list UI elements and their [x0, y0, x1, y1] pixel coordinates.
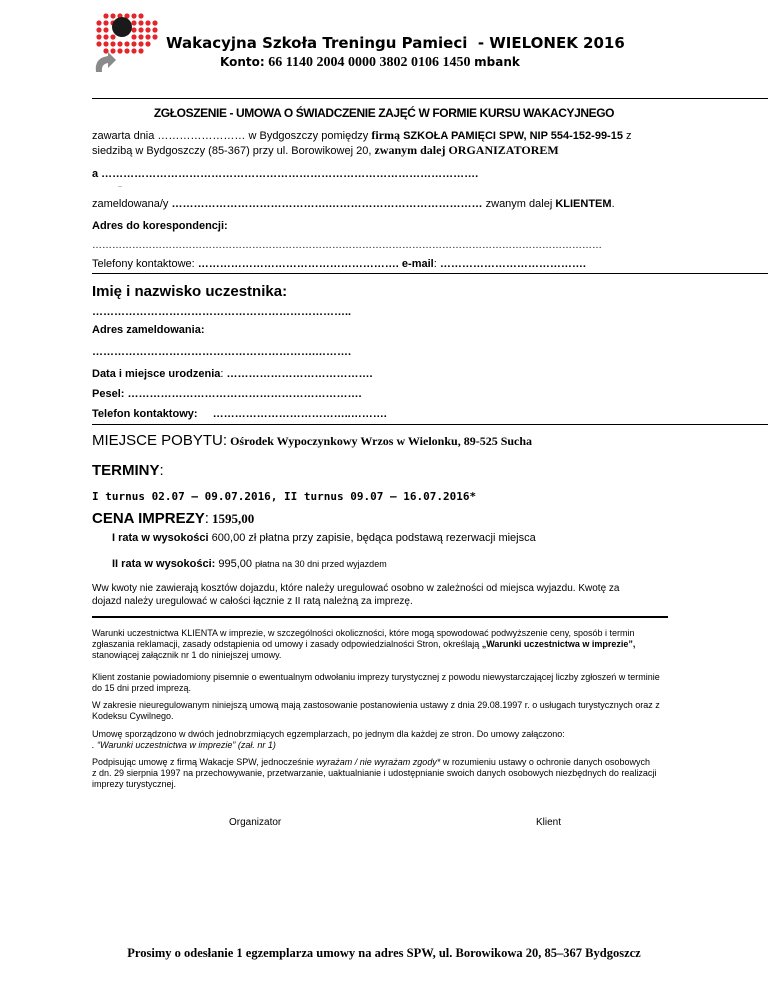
bank-account — [220, 54, 520, 71]
rate-1: I rata w wysokości 600,00 zł płatna przy zapisie, będąca podstawą rezerwacji miejsca — [112, 532, 536, 544]
phone-line: Telefon kontaktowy: ………………………………..………. — [92, 408, 387, 420]
intro-line-2: siedzibą w Bydgoszczy (85-367) przy ul. Borowikowej 20, zwanym dalej ORGANIZATOREM — [92, 143, 559, 157]
terms-p1: Warunki uczestnictwa KLIENTA w imprezie, w szczególności okoliczności, które mogą spowodować podwyższenie ceny, sposób i termin zgłaszania reklamacji, zasady odstąpienia od umowy i zasady odpowiedzialności Stron, określają „Warunki uczestnictwa w imprezie”, stanowiącej załącznik nr 1 do niniejszej umowy. — [92, 628, 636, 660]
intro-line-1: zawarta dnia …………………… w Bydgoszczy pomiędzy firmą SZKOŁA PAMIĘCI SPW, NIP 554-152-99-15 z — [92, 128, 632, 142]
terms-value: I turnus 02.07 – 09.07.2016, II turnus 09.07 – 16.07.2016* — [92, 490, 477, 503]
pesel-field[interactable]: ………………………………………………………. — [127, 388, 362, 400]
phones-line: Telefony kontaktowe: ………………………………………………. e-mail: …………………………………. — [92, 258, 586, 270]
birth-line: Data i miejsce urodzenia: …………………………………. — [92, 368, 373, 380]
participant-heading: Imię i nazwisko uczestnika: — [92, 283, 288, 300]
contract-heading: ZGŁOSZENIE - UMOWA O ŚWIADCZENIE ZAJĘĆ W FORMIE KURSU WAKACYJNEGO — [153, 106, 615, 120]
account-label: Konto: — [220, 55, 265, 69]
rate-2: II rata w wysokości: 995,00 płatna na 30 dni przed wyjazdem — [112, 558, 387, 570]
signature-client: Klient — [536, 817, 562, 828]
header-title: Wakacyjna Szkoła Treningu Pamieci - WIELONEK 2016 — [166, 34, 625, 52]
terms-p2: Klient zostanie powiadomiony pisemnie o ewentualnym odwołaniu imprezy turystycznej z powodu niewystarczającej liczby zgłoszeń w terminie do 15 dni przed imprezą. — [92, 672, 660, 693]
travel-note: Ww kwoty nie zawierają kosztów dojazdu, które należy uregulować osobno w zależności od miejsca wyjazdu. Kwotę za dojazd należy uregulować w całości łącznie z II ratą należną za imprezę. — [92, 583, 620, 607]
correspondence-label: Adres do korespondencji: — [92, 220, 228, 232]
signature-organizer: Organizator — [229, 817, 282, 828]
footer-note: Prosimy o odesłanie 1 egzemplarza umowy na adres SPW, ul. Borowikowa 20, 85–367 Bydgoszcz — [127, 946, 641, 960]
terms-p3: W zakresie nieuregulowanym niniejszą umową mają zastosowanie postanowienia ustawy z dnia 29.08.1997 r. o usługach turystycznych oraz z Kodeksu Cywilnego. — [92, 700, 660, 721]
address-field[interactable]: …………………………………………………….………. — [92, 346, 352, 358]
header-divider — [92, 98, 768, 99]
logo-dots-icon — [92, 10, 162, 80]
client-name-field[interactable]: a …………………………………………………………………………………………. — [92, 168, 479, 180]
terms-p4: Umowę sporządzono w dwóch jednobrzmiących egzemplarzach, po jednym dla każdej ze stron. Do umowy załączono: . “Warunki uczestnictwa w imprezie” (zał. nr 1) — [92, 729, 565, 750]
account-number: 66 1140 2004 0000 3802 0106 1450 — [268, 55, 471, 70]
registered-field[interactable]: …………………………………….…………………………………… — [171, 198, 483, 210]
divider-3 — [92, 616, 668, 618]
bank-name: mbank — [474, 55, 520, 69]
divider-2 — [92, 424, 768, 425]
stay-line: MIEJSCE POBYTU: Ośrodek Wypoczynkowy Wrzos w Wielonku, 89-525 Sucha — [92, 432, 533, 449]
phones-field[interactable]: ………………………………………………. — [197, 258, 399, 270]
price-line: CENA IMPREZY: 1595,00 — [92, 510, 255, 527]
pesel-line: Pesel: ………………………………………………………. — [92, 388, 362, 400]
tiny-dots: .. — [118, 182, 122, 189]
registered-line: zameldowana/y …………………………………….…………………………………… zwanym dalej KLIENTEM. — [92, 198, 615, 210]
divider-1 — [92, 273, 768, 274]
correspondence-field[interactable]: ……………………………………………………………………………………………………………………………………… — [92, 240, 602, 251]
participant-field[interactable]: …………………………………………………………….. — [92, 306, 352, 318]
logo — [92, 10, 162, 80]
terms-p5: Podpisując umowę z firmą Wakacje SPW, jednocześnie wyrażam / nie wyrażam zgody* w rozumieniu ustawy o ochronie danych osobowych z dn. 29 sierpnia 1997 na przechowywanie, przetwarzanie, uaktualnianie i udostępnianie swoich danych osobowych niezbędnych do realizacji imprezy turystycznej. — [92, 757, 657, 789]
terms-heading: TERMINY: — [92, 462, 164, 479]
email-field[interactable]: …………………………………. — [439, 258, 586, 270]
address-label: Adres zameldowania: — [92, 324, 205, 336]
birth-field[interactable]: …………………………………. — [226, 368, 373, 380]
phone-field[interactable]: ………………………………..………. — [212, 408, 387, 420]
